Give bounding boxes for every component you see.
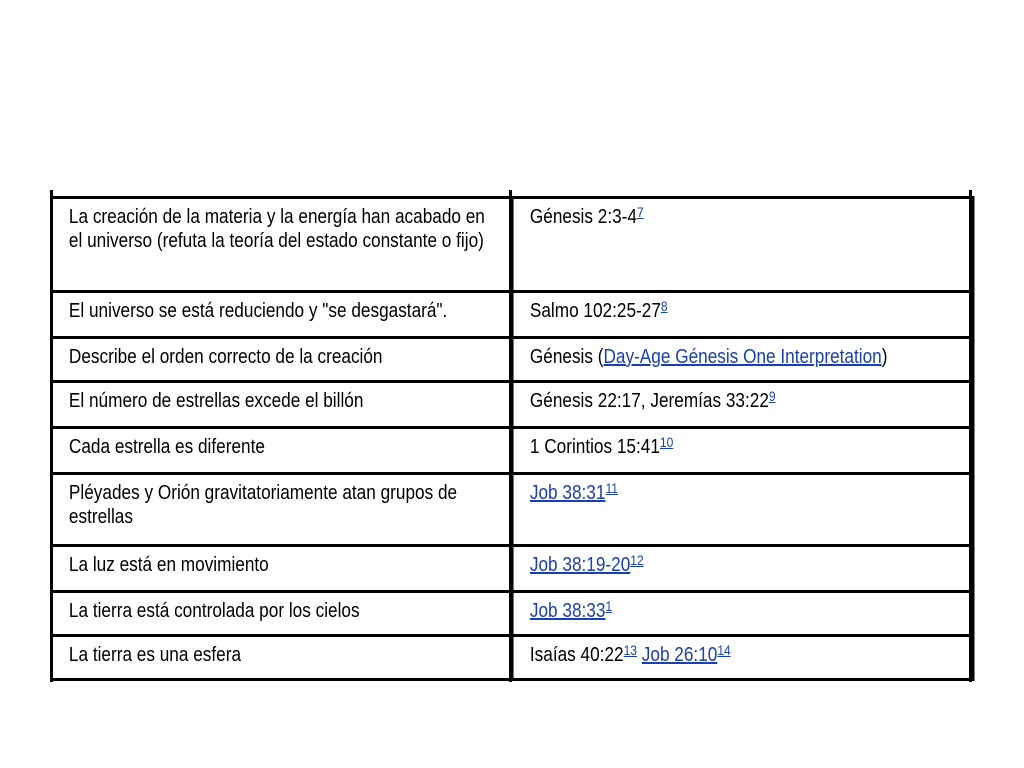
bible-verse-link[interactable]: Job 38:19-20 <box>529 554 631 576</box>
table-row <box>51 382 973 428</box>
table-row <box>51 474 973 546</box>
claim-cell: El universo se está reduciendo y "se desgastará". <box>51 292 512 338</box>
claim-cell: La tierra está controlada por los cielos <box>51 592 512 636</box>
reference-cell <box>512 636 973 680</box>
bible-verse-link[interactable]: Job 26:10 <box>641 644 718 666</box>
reference-cell <box>512 198 973 292</box>
reference-cell <box>512 474 973 546</box>
footnote-link[interactable]: 12 <box>630 552 644 568</box>
table-row <box>51 546 973 592</box>
reference-cell <box>512 428 973 474</box>
table-row <box>51 338 973 382</box>
footnote-link[interactable]: 14 <box>717 642 731 658</box>
footnote-link[interactable]: 9 <box>768 388 776 404</box>
claim-cell: La luz está en movimiento <box>51 546 512 592</box>
reference-cell <box>512 338 973 382</box>
table-row <box>51 636 973 680</box>
bible-verse-link[interactable]: Job 38:31 <box>529 482 606 504</box>
claim-cell: La tierra es una esfera <box>51 636 512 680</box>
reference-text: Génesis 22:17, Jeremías 33:22 <box>529 390 769 412</box>
reference-text: 1 Corintios 15:41 <box>529 436 660 458</box>
footnote-link[interactable]: 8 <box>660 298 668 314</box>
table-row <box>51 428 973 474</box>
claim-cell: Cada estrella es diferente <box>51 428 512 474</box>
footnote-link[interactable]: 11 <box>605 480 618 496</box>
footnote-link[interactable]: 13 <box>623 642 637 658</box>
interpretation-link[interactable]: Day-Age Génesis One Interpretation <box>603 346 882 368</box>
facts-table <box>50 196 975 681</box>
footnote-link[interactable]: 1 <box>605 598 613 614</box>
reference-cell <box>512 546 973 592</box>
reference-text: Salmo 102:25-27 <box>529 300 661 322</box>
facts-table-wrapper <box>50 190 972 682</box>
reference-cell <box>512 382 973 428</box>
claim-cell: La creación de la materia y la energía han acabado en el universo (refuta la teoría del estado constante o fijo) <box>51 198 512 292</box>
reference-text: Génesis ( <box>529 346 604 368</box>
claim-cell: Describe el orden correcto de la creación <box>51 338 512 382</box>
claim-cell: El número de estrellas excede el billón <box>51 382 512 428</box>
reference-text-closing: ) <box>881 346 888 368</box>
claim-cell: Pléyades y Orión gravitatoriamente atan grupos de estrellas <box>51 474 512 546</box>
reference-text: Génesis 2:3-4 <box>529 206 637 228</box>
footnote-link[interactable]: 7 <box>636 204 644 220</box>
bible-verse-link[interactable]: Job 38:33 <box>529 600 606 622</box>
table-row <box>51 292 973 338</box>
reference-text: Isaías 40:22 <box>529 644 624 666</box>
reference-cell <box>512 292 973 338</box>
table-row <box>51 198 973 292</box>
reference-cell <box>512 592 973 636</box>
footnote-link[interactable]: 10 <box>659 434 674 450</box>
table-row <box>51 592 973 636</box>
